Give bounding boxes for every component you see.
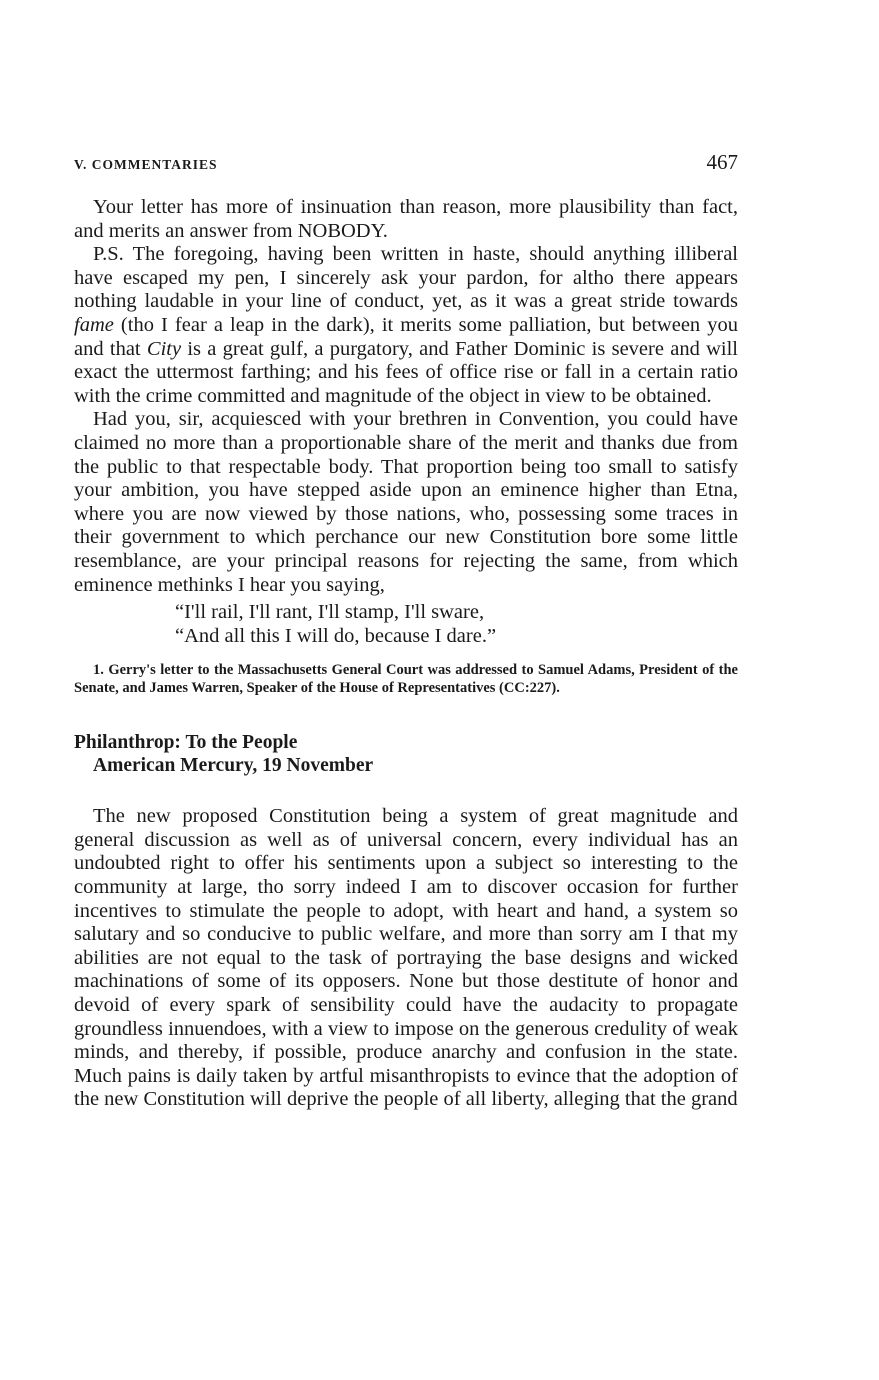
running-head bbox=[74, 150, 738, 184]
article-title: Philanthrop: To the People bbox=[74, 732, 298, 754]
section-label: V. COMMENTARIES bbox=[74, 157, 218, 172]
postscript-fame: fame bbox=[74, 313, 114, 336]
footnote: 1. Gerry's letter to the Massachusetts General Court was addressed to Samuel Adams, President of the Senate, and James Warren, Speaker of the House of Representatives (CC:227). bbox=[74, 662, 738, 696]
verse-line-1: “I'll rail, I'll rant, I'll stamp, I'll sware, bbox=[175, 601, 485, 624]
article-heading bbox=[74, 731, 738, 777]
postscript-text-a: P.S. The foregoing, having been written in haste, should anything illiberal have escaped my pen, I sincerely ask your pardon, for altho there appears nothing laudable in your line of conduct, yet, as it was a great stride towards bbox=[74, 243, 738, 313]
page-number: 467 bbox=[706, 150, 738, 174]
letter-paragraph-1: Your letter has more of insinuation than reason, more plausibility than fact, and merits an answer from NOBODY. bbox=[74, 196, 738, 242]
letter-text bbox=[74, 196, 738, 597]
verse-line-2: “And all this I will do, because I dare.” bbox=[175, 624, 497, 647]
postscript-text-b: (tho I fear a leap in the dark), it merits some palliation, but between you and that bbox=[74, 313, 738, 360]
letter-postscript bbox=[74, 243, 738, 408]
document-page bbox=[74, 150, 738, 1112]
postscript-text-c: is a great gulf, a purgatory, and Father Dominic is severe and will exact the uttermost farthing; and his fees of office rise or fall in a certain ratio with the crime committed and magnitude of the object in view to be obtained. bbox=[74, 337, 739, 407]
letter-paragraph-3: Had you, sir, acquiesced with your brethren in Convention, you could have claimed no more than a proportionable share of the merit and thanks due from the public to that respectable body. That proportion being too small to satisfy your ambition, you have stepped aside upon an eminence higher than Etna, where you are now viewed by those nations, who, possessing some traces in their government to which perchance our new Constitution bore some little resemblance, are your principal reasons for rejecting the same, from which eminence methinks I hear you saying, bbox=[74, 408, 738, 596]
article-body bbox=[74, 805, 738, 1112]
article-paragraph: The new proposed Constitution being a system of great magnitude and general discussion as well as of universal concern, every individual has an undoubted right to offer his sentiments upon a subject so interesting to the community at large, tho sorry indeed I am to discover occasion for further incentives to stimulate the people to adopt, with heart and hand, a system so salutary and so conducive to public welfare, and more than sorry am I that my abilities are not equal to the task of portraying the base designs and wicked machinations of some of its opposers. None but those destitute of honor and devoid of every spark of sensibility could have the audacity to propagate groundless innuendoes, with a view to impose on the generous credulity of weak minds, and thereby, if possible, produce anarchy and confusion in the state. Much pains is daily taken by artful misanthropists to evince that the adoption of the new Constitution will deprive the people of all liberty, alleging that the grand bbox=[74, 805, 738, 1111]
verse-quote bbox=[175, 601, 738, 648]
postscript-city: City bbox=[146, 337, 182, 360]
article-source: American Mercury, 19 November bbox=[93, 755, 374, 777]
